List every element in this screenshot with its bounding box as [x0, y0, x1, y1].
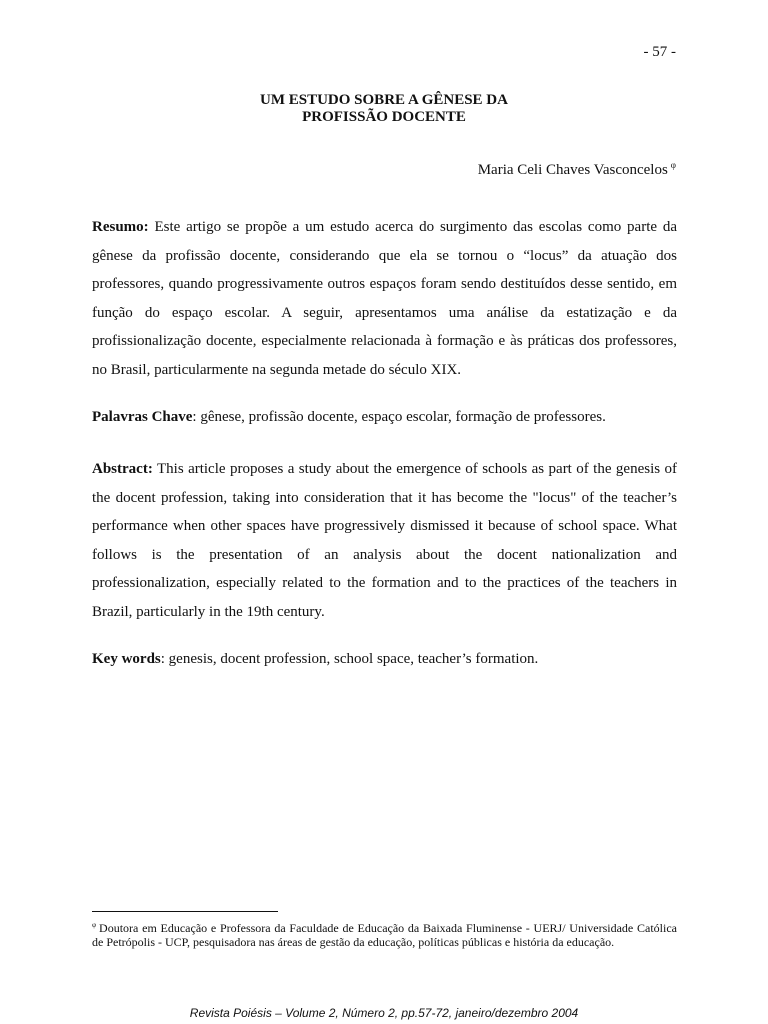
- footnote-text: Doutora em Educação e Professora da Faculdade de Educação da Baixada Fluminense - UERJ/ Universidade Católica de Petrópolis - UCP, pesquisadora nas áreas de gestão da educação, políticas públicas e história da educação.: [92, 921, 677, 949]
- resumo-text: Este artigo se propõe a um estudo acerca do surgimento das escolas como parte da gênese da profissão docente, considerando que ela se tornou o “locus” da atuação dos professores, quando progressivamente outros espaços foram sendo destituídos desse sentido, em função do espaço escolar. A seguir, apresentamos uma análise da estatização e da profissionalização docente, especialmente relacionada à formação e às práticas dos professores, no Brasil, particularmente na segunda metade do século XIX.: [92, 219, 677, 378]
- author-name: Maria Celi Chaves Vasconcelos: [477, 162, 668, 178]
- key-words-paragraph: [92, 645, 677, 674]
- resumo-label: Resumo:: [92, 219, 149, 235]
- abstract-paragraph: [92, 455, 677, 626]
- palavras-chave-paragraph: [92, 403, 677, 432]
- key-words-text: : genesis, docent profession, school space, teacher’s formation.: [160, 651, 539, 667]
- author-line: [478, 160, 676, 179]
- footnote: [92, 918, 677, 949]
- palavras-chave-label: Palavras Chave: [92, 409, 193, 425]
- resumo-paragraph: [92, 213, 677, 384]
- article-title: [0, 92, 768, 126]
- key-words-label: Key words: [92, 651, 161, 667]
- author-footnote-marker: φ: [670, 160, 676, 170]
- abstract-text: This article proposes a study about the emergence of schools as part of the genesis of the docent profession, taking into consideration that it has become the "locus" of the teacher’s performance when other spaces have progressively dismissed it because of school space. What follows is the presentation of an analysis about the docent nationalization and professionalization, especially related to the formation and to the practices of the teachers in Brazil, particularly in the 19th century.: [92, 461, 677, 620]
- footnote-divider: [92, 911, 278, 912]
- page-number: - 57 -: [643, 44, 676, 60]
- article-title-line-1: UM ESTUDO SOBRE A GÊNESE DA: [260, 92, 508, 108]
- abstract-label: Abstract:: [92, 461, 153, 477]
- article-title-line-2: PROFISSÃO DOCENTE: [302, 109, 466, 125]
- footnote-marker: φ: [92, 921, 97, 929]
- palavras-chave-text: : gênese, profissão docente, espaço escolar, formação de professores.: [192, 409, 606, 425]
- running-footer: Revista Poiésis – Volume 2, Número 2, pp.57-72, janeiro/dezembro 2004: [189, 1006, 579, 1020]
